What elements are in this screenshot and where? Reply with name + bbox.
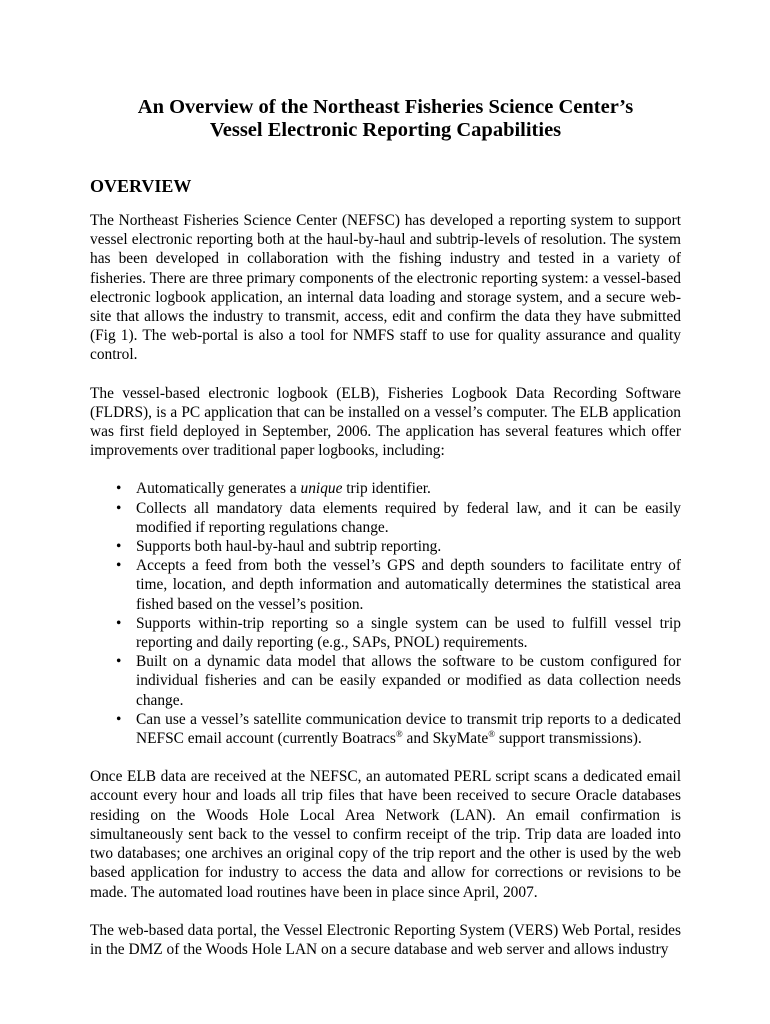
list-item	[90, 479, 681, 498]
registered-mark: ®	[395, 728, 403, 739]
registered-mark: ®	[488, 728, 496, 739]
list-item	[90, 537, 681, 556]
text: Built on a dynamic data model that allows the software to be custom configured for individual fisheries and can be easily expanded or modified as data collection needs change.	[136, 653, 681, 709]
text: Collects all mandatory data elements required by federal law, and it can be easily modified if reporting regulations change.	[136, 499, 681, 536]
list-item	[90, 614, 681, 652]
text: Automatically generates a	[136, 480, 301, 498]
text: and SkyMate	[402, 730, 489, 748]
bullet-icon: •	[116, 499, 122, 517]
title-line-2: Vessel Electronic Reporting Capabilities	[209, 119, 562, 141]
list-item	[90, 556, 681, 614]
bullet-icon: •	[116, 538, 122, 556]
bullet-icon: •	[116, 614, 122, 632]
text: Accepts a feed from both the vessel’s GPS and depth sounders to facilitate entry of time, location, and depth information and automatically determines the statistical area fished based on the vessel’s position.	[136, 557, 681, 613]
bullet-icon: •	[116, 480, 122, 498]
title-line-1: An Overview of the Northeast Fisheries Science Center’s	[137, 96, 634, 118]
text: support transmissions).	[495, 730, 642, 748]
paragraph-1: The Northeast Fisheries Science Center (NEFSC) has developed a reporting system to support vessel electronic reporting both at the haul-by-haul and subtrip-levels of resolution. The system has been developed in collaboration with the fishing industry and tested in a variety of fisheries. There are three primary components of the electronic reporting system: a vessel-based electronic logbook application, an internal data loading and storage system, and a secure web-site that allows the industry to transmit, access, edit and confirm the data they have submitted (Fig 1). The web-portal is also a tool for NMFS staff to use for quality assurance and quality control.	[90, 212, 681, 364]
document-page	[90, 96, 681, 959]
section-heading-overview: OVERVIEW	[90, 176, 192, 196]
text: Supports both haul-by-haul and subtrip reporting.	[136, 538, 442, 556]
bullet-icon: •	[116, 710, 122, 728]
text: Supports within-trip reporting so a single system can be used to fulfill vessel trip reporting and daily reporting (e.g., SAPs, PNOL) requirements.	[136, 614, 681, 652]
paragraph-3: Once ELB data are received at the NEFSC, an automated PERL script scans a dedicated email account every hour and loads all trip files that have been received to secure Oracle databases residing on the Woods Hole Local Area Network (LAN). An email confirmation is simultaneously sent back to the vessel to confirm receipt of the trip. Trip data are loaded into two databases; one archives an original copy of the trip report and the other is used by the web based application for industry to access the data and allow for corrections or revisions to be made. The automated load routines have been in place since April, 2007.	[90, 768, 681, 901]
emphasis: unique	[300, 480, 343, 498]
list-item	[90, 499, 681, 537]
text: trip identifier.	[342, 480, 431, 498]
paragraph-2: The vessel-based electronic logbook (ELB), Fisheries Logbook Data Recording Software (FLDRS), is a PC application that can be installed on a vessel’s computer. The ELB application was first field deployed in September, 2006. The application has several features which offer improvements over traditional paper logbooks, including:	[90, 384, 681, 460]
document-title	[90, 96, 681, 142]
list-item	[90, 652, 681, 710]
bullet-icon: •	[116, 557, 122, 575]
bullet-icon: •	[116, 653, 122, 671]
paragraph-4: The web-based data portal, the Vessel Electronic Reporting System (VERS) Web Portal, resides in the DMZ of the Woods Hole LAN on a secure database and web server and allows industry	[90, 921, 681, 958]
features-list	[90, 479, 681, 748]
list-item	[90, 710, 681, 748]
text: Can use a vessel’s satellite communication device to transmit trip reports to a dedicated NEFSC email account (currently Boatracs	[136, 710, 681, 748]
